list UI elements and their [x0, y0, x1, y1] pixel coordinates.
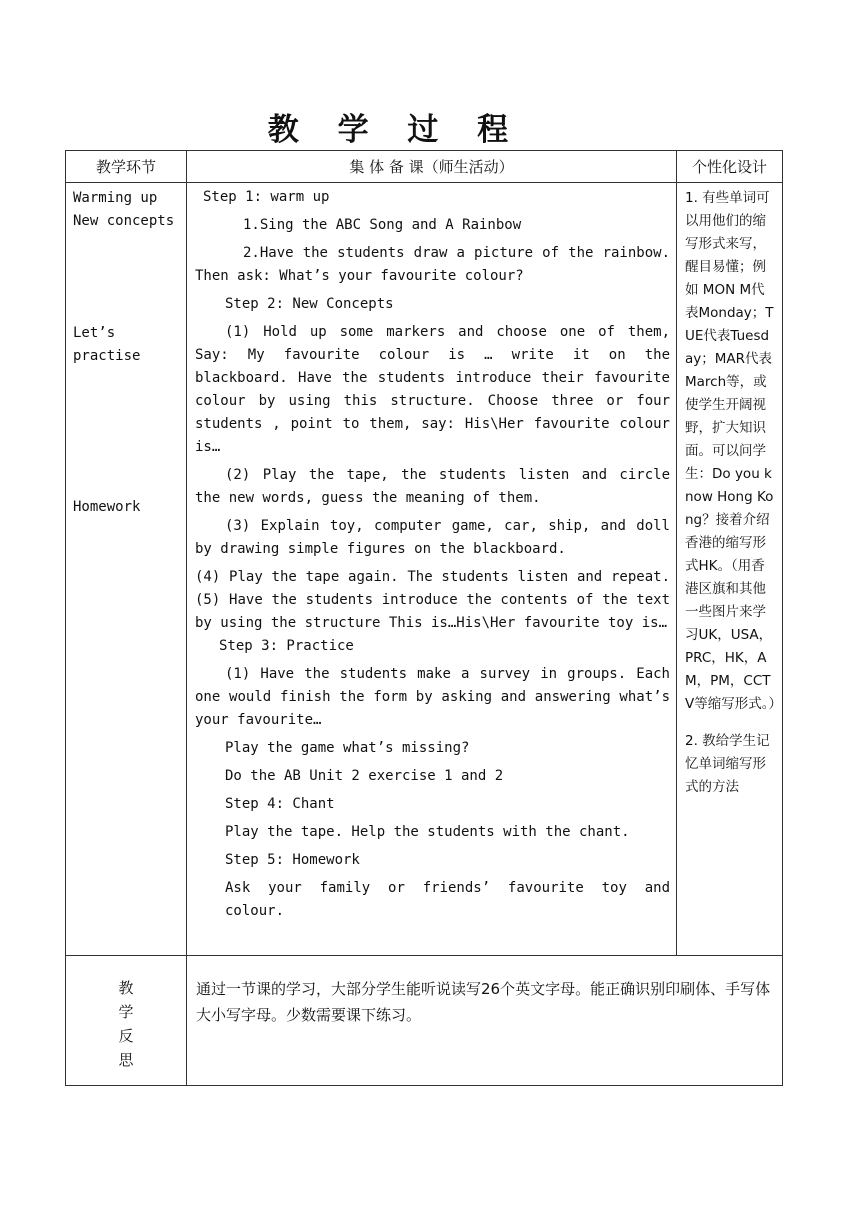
activities-column	[187, 183, 677, 956]
step2-item1: (1) Hold up some markers and choose one of them, Say: My favourite colour is … write it on the blackboard. Have the students introduce their favourite colour by using this structure. Choose three or four students , point to them, say: His\Her favourite colour is…	[195, 324, 670, 455]
reflection-label-char-4: 思	[118, 1050, 134, 1069]
stage-homework: Homework	[73, 499, 141, 515]
step2-item2: (2) Play the tape, the students listen and circle the new words, guess the meaning of them.	[195, 467, 670, 506]
reflection-label	[66, 956, 187, 1086]
stage-warming: Warming up	[73, 190, 158, 206]
step5-item1: Ask your family or friends’ favourite toy and colour.	[225, 880, 670, 919]
step2-item4: (4) Play the tape again. The students listen and repeat.(5) Have the students introduce the contents of the text by using the structure This is…His\Her favourite toy is…	[195, 569, 670, 631]
page-title: 教 学 过 程	[267, 112, 523, 148]
step1-item2: 2.Have the students draw a picture of the rainbow. Then ask: What’s your favourite colour?	[195, 245, 670, 284]
step1-title: Step 1: warm up	[203, 189, 330, 205]
step3-title: Step 3: Practice	[219, 638, 354, 654]
personal-design-column	[677, 183, 783, 956]
step3-item3: Do the AB Unit 2 exercise 1 and 2	[225, 768, 504, 784]
reflection-label-char-1: 教	[118, 978, 134, 997]
stage-column	[66, 183, 187, 956]
header-stage: 教学环节	[66, 151, 187, 183]
step4-item1: Play the tape. Help the students with the chant.	[225, 824, 630, 840]
step3-item2: Play the game what’s missing?	[225, 740, 470, 756]
step3-item1: (1) Have the students make a survey in groups. Each one would finish the form by asking and answering what’s your favourite…	[195, 666, 670, 728]
step4-title: Step 4: Chant	[225, 796, 335, 812]
personal-note-2: 2. 教给学生记忆单词缩写形式的方法	[685, 733, 770, 795]
step5-title: Step 5: Homework	[225, 852, 360, 868]
step2-item3: (3) Explain toy, computer game, car, ship, and doll by drawing simple figures on the blackboard.	[195, 518, 670, 557]
header-activities: 集 体 备 课（师生活动）	[187, 151, 677, 183]
table-header-row	[66, 151, 783, 183]
reflection-label-char-3: 反	[118, 1026, 134, 1045]
reflection-row	[66, 956, 783, 1086]
stage-new-concepts: New concepts	[73, 213, 175, 229]
step2-title: Step 2: New Concepts	[225, 296, 394, 312]
personal-note-1: 1. 有些单词可以用他们的缩写形式来写，醒目易懂；例如 MON M代表Monday；TUE代表Tuesday；MAR代表March等，或使学生开阔视野，扩大知识面。可以问学生：Do you know Hong Kong？接着介绍香港的缩写形式HK。（用香港区旗和其他一些图片来学习UK，USA，PRC，HK，AM，PM，CCTV等缩写形式。）	[685, 190, 782, 712]
table-body-row	[66, 183, 783, 956]
header-personal: 个性化设计	[677, 151, 783, 183]
reflection-label-char-2: 学	[118, 1002, 134, 1021]
lesson-plan-table	[65, 150, 783, 1086]
stage-practise: practise	[73, 348, 141, 364]
stage-lets: Let’s	[73, 325, 116, 341]
reflection-text: 通过一节课的学习，大部分学生能听说读写26个英文字母。能正确识别印刷体、手写体大小写字母。少数需要课下练习。	[187, 956, 783, 1086]
step1-item1: 1.Sing the ABC Song and A Rainbow	[243, 217, 522, 233]
